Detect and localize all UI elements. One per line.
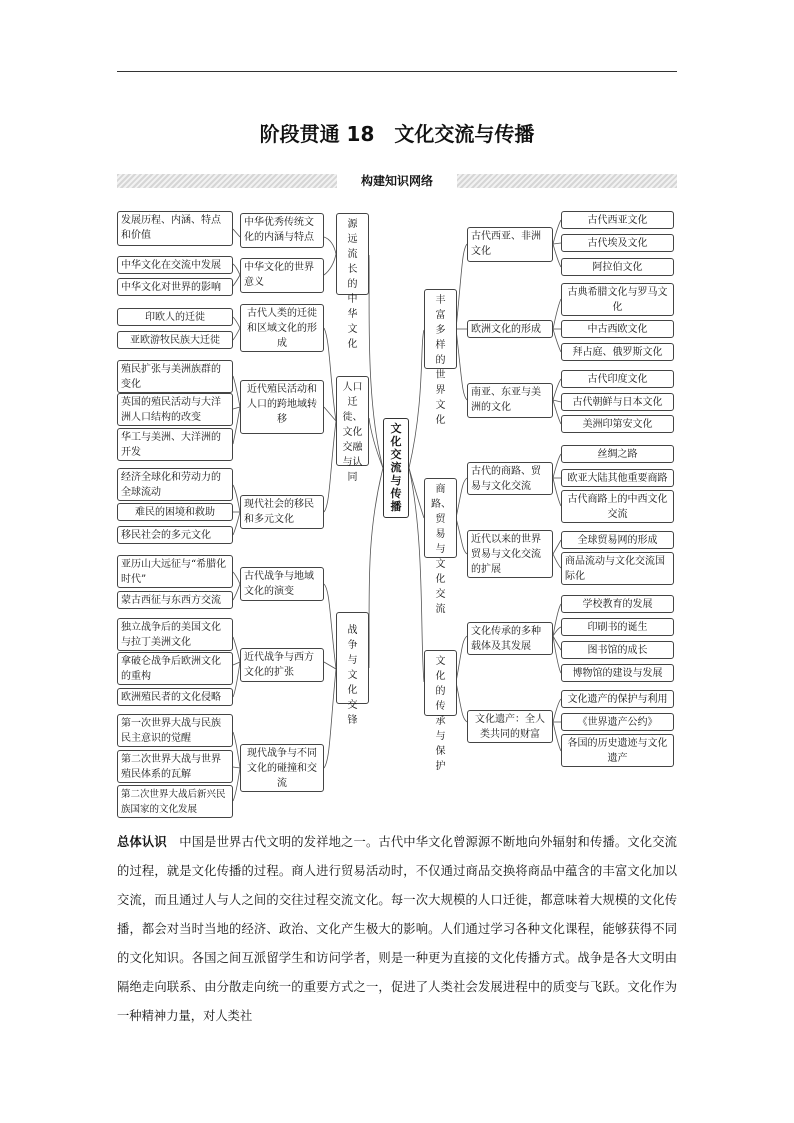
leaf-independence-war: 独立战争后的美国文化与拉丁美洲文化 [117,618,233,651]
leaf-refugees: 难民的困境和救助 [117,503,233,521]
leaf-ww2: 第二次世界大战与世界殖民体系的瓦解 [117,750,233,783]
node-modern-war-expansion: 近代战争与西方文化的扩张 [240,648,324,682]
leaf-ww1: 第一次世界大战与民族民主意识的觉醒 [117,714,233,747]
leaf-alexander: 亚历山大远征与“希腊化时代” [117,555,233,588]
branch-heritage: 文化的传承与保护 [424,650,457,716]
leaf-korea-japan: 古代朝鲜与日本文化 [561,393,674,411]
node-ancient-migration: 古代人类的迁徙和区域文化的形成 [240,304,324,352]
leaf-heritage-convention: 《世界遗产公约》 [561,713,674,731]
leaf-west-asia: 古代西亚文化 [561,211,674,229]
leaf-development-in-exchange: 中华文化在交流中发展 [117,256,233,274]
leaf-byzantine-russia: 拜占庭、俄罗斯文化 [561,343,674,361]
leaf-multicultural-society: 移民社会的多元文化 [117,526,233,544]
leaf-influence-on-world: 中华文化对世界的影响 [117,278,233,296]
leaf-native-american: 美洲印第安文化 [561,415,674,433]
leaf-napoleonic: 拿破仑战争后欧洲文化的重构 [117,652,233,685]
node-modern-war-collision: 现代战争与不同文化的碰撞和交流 [240,744,324,792]
leaf-colonial-expansion: 殖民扩张与美洲族群的变化 [117,360,233,393]
leaf-globalization-labor: 经济全球化和劳动力的全球流动 [117,468,233,501]
leaf-museums: 博物馆的建设与发展 [561,664,674,682]
node-cultural-carriers: 文化传承的多种载体及其发展 [467,622,553,655]
section-label: 构建知识网络 [337,170,457,192]
leaf-libraries: 图书馆的成长 [561,641,674,659]
summary-paragraph [117,828,677,1031]
leaf-egypt: 古代埃及文化 [561,234,674,252]
branch-chinese-culture: 源远流长的中华文化 [336,213,369,295]
node-world-significance: 中华文化的世界意义 [240,258,324,293]
node-west-asia-africa: 古代西亚、非洲文化 [467,227,553,262]
leaf-heritage-protection: 文化遗产的保护与利用 [561,690,674,708]
leaf-india: 古代印度文化 [561,370,674,388]
leaf-sino-western-exchange: 古代商路上的中西文化交流 [561,490,674,523]
leaf-nomadic-migration: 亚欧游牧民族大迁徙 [117,331,233,349]
node-european-culture: 欧洲文化的形成 [467,320,553,338]
node-south-east-asia-americas: 南亚、东亚与美洲的文化 [467,383,553,418]
node-modern-migration: 现代社会的移民和多元文化 [240,495,324,529]
summary-text: 中国是世界古代文明的发祥地之一。古代中华文化曾源源不断地向外辐射和传播。文化交流的过程，就是文化传播的过程。商人进行贸易活动时，不仅通过商品交换将商品中蕴含的丰富文化加以交流，而且通过人与人之间的交往过程交流文化。每一次大规模的人口迁徙，都意味着大规模的文化传播，都会对当时当地的经济、政治、文化产生极大的影响。人们通过学习各种文化课程，能够获得不同的文化知识。各国之间互派留学生和访问学者，则是一种更为直接的文化传播方式。战争是各大文明由隔绝走向联系、由分散走向统一的重要方式之一，促进了人类社会发展进程中的质变与飞跃。文化作为一种精神力量，对人类社 [117,835,677,1023]
leaf-chinese-workers: 华工与美洲、大洋洲的开发 [117,428,233,461]
branch-world-culture: 丰富多样的世界文化 [424,289,457,369]
summary-label: 总体认识 [117,835,167,849]
leaf-commodity-flow: 商品流动与文化交流国际化 [561,552,674,585]
leaf-post-ww2: 第二次世界大战后新兴民族国家的文化发展 [117,785,233,818]
node-ancient-war: 古代战争与地域文化的演变 [240,567,324,601]
branch-trade-routes: 商路、贸易与文化交流 [424,478,457,558]
leaf-printed-books: 印刷书的诞生 [561,618,674,636]
node-chinese-traditional-culture: 中华优秀传统文化的内涵与特点 [240,213,324,248]
leaf-british-oceania: 英国的殖民活动与大洋洲人口结构的改变 [117,393,233,426]
leaf-historical-sites: 各国的历史遗迹与文化遗产 [561,734,674,767]
branch-migration: 人口迁徙、文化交融与认同 [336,376,369,466]
leaf-silk-road: 丝绸之路 [561,445,674,463]
root-node: 文化交流与传播 [383,418,409,518]
leaf-arab: 阿拉伯文化 [561,258,674,276]
node-ancient-trade: 古代的商路、贸易与文化交流 [467,462,553,495]
leaf-mongol-west: 蒙古西征与东西方交流 [117,591,233,609]
node-colonial-migration: 近代殖民活动和人口的跨地域转移 [240,380,324,434]
leaf-indo-european: 印欧人的迁徙 [117,308,233,326]
leaf-eurasian-routes: 欧亚大陆其他重要商路 [561,469,674,487]
leaf-global-trade-network: 全球贸易网的形成 [561,531,674,549]
leaf-medieval-west-europe: 中古西欧文化 [561,320,674,338]
node-modern-trade: 近代以来的世界贸易与文化交流的扩展 [467,530,553,578]
leaf-greece-rome: 古典希腊文化与罗马文化 [561,283,674,316]
branch-war-culture: 战争与文化交锋 [336,612,369,704]
leaf-cultural-aggression: 欧洲殖民者的文化侵略 [117,688,233,706]
leaf-history-connotation: 发展历程、内涵、特点和价值 [117,211,233,246]
page-title: 阶段贯通 18 文化交流与传播 [259,122,535,146]
leaf-school-education: 学校教育的发展 [561,595,674,613]
node-world-heritage: 文化遗产：全人类共同的财富 [467,710,553,743]
